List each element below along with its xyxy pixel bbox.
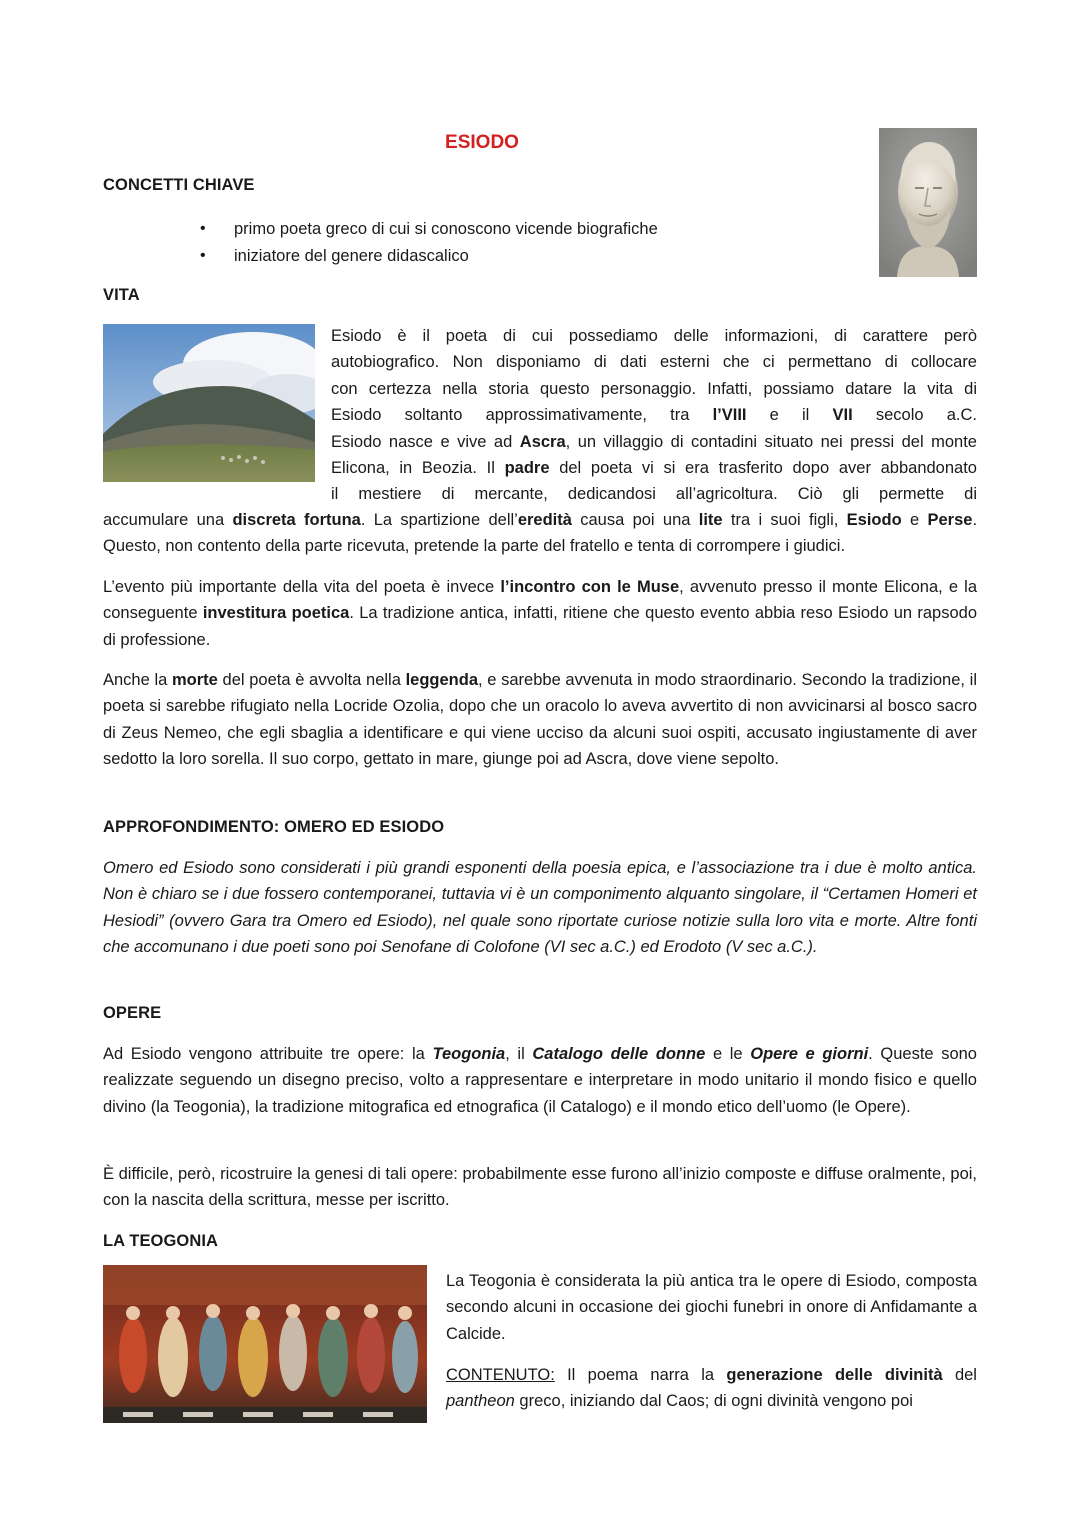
teogonia-paragraph-2: CONTENUTO: Il poema narra la generazione delle divinità del pantheon greco, iniziando dal Caos; di ogni divinità vengono poi	[446, 1366, 977, 1411]
vita-paragraph-1-continued: accumulare una discreta fortuna. La spartizione dell’eredità causa poi una lite tra i suoi figli, Esiodo e Perse. Questo, non contento della parte ricevuta, pretende la parte del fratello e tenta di corrompere i giudici.	[103, 511, 978, 556]
heading-approfondimento: APPROFONDIMENTO: OMERO ED ESIODO	[103, 818, 445, 836]
approfondimento-paragraph: Omero ed Esiodo sono considerati i più grandi esponenti della poesia epica, e l’associazione tra i due è molto antica. Non è chiaro se i due fossero contemporanei, tuttavia vi è un componimento alquanto singolare, il “Certamen Homeri et Hesiodi” (ovvero Gara tra Omero ed Esiodo), nel quale sono riportate curiose notizie sulla loro vita e morte. Altre fonti che accomunano i due poeti sono poi Senofane di Colofone (VI sec a.C.) ed Erodoto (V sec a.C.).	[103, 859, 977, 957]
heading-vita: VITA	[103, 286, 140, 304]
heading-opere: OPERE	[103, 1004, 162, 1022]
vita-paragraph-1: Esiodo è il poeta di cui possediamo delle informazioni, di carattere però autobiografico. Non disponiamo di dati esterni che ci permettano di collocare con certezza nella storia questo personaggio. Infatti, possiamo datare la vita di Esiodo soltanto approssimativamente, tra l’VIII e il VII secolo a.C. Esiodo nasce e vive ad Ascra, un villaggio di contadini situato nei pressi del monte Elicona, in Beozia. Il padre del poeta vi si era trasferito dopo aver abbandonato il mestiere di mercante, dedicandosi all’agricoltura. Ciò gli permette di	[331, 327, 977, 504]
heading-concetti-chiave: CONCETTI CHIAVE	[103, 176, 255, 194]
heading-teogonia: LA TEOGONIA	[103, 1232, 219, 1250]
contenuto-label: CONTENUTO:	[446, 1366, 555, 1384]
list-item: • iniziatore del genere didascalico	[200, 243, 658, 270]
vita-paragraph-2: L’evento più importante della vita del poeta è invece l’incontro con le Muse, avvenuto presso il monte Elicona, e la conseguente investitura poetica. La tradizione antica, infatti, ritiene che questo evento abbia reso Esiodo un rapsodo di professione.	[103, 578, 978, 649]
muses-painting-image	[103, 1265, 427, 1423]
opere-paragraph-1: Ad Esiodo vengono attribuite tre opere: la Teogonia, il Catalogo delle donne e le Opere e giorni. Queste sono realizzate seguendo un disegno preciso, volto a rappresentare e interpretare in modo unitario il mondo fisico e quello divino (la Teogonia), la tradizione mitografica ed etnografica (il Catalogo) e il mondo etico dell’uomo (le Opere).	[103, 1045, 977, 1116]
list-item: • primo poeta greco di cui si conoscono vicende biografiche	[200, 216, 658, 243]
key-concepts-list	[200, 216, 658, 269]
page-title: ESIODO	[445, 132, 519, 153]
hesiod-bust-image	[879, 128, 977, 277]
opere-paragraph-2: È difficile, però, ricostruire la genesi di tali opere: probabilmente esse furono all’inizio composte e diffuse oralmente, poi, con la nascita della scrittura, messe per iscritto.	[103, 1165, 977, 1210]
teogonia-paragraph-1: La Teogonia è considerata la più antica tra le opere di Esiodo, composta secondo alcuni in occasione dei giochi funebri in onore di Anfidamante a Calcide.	[446, 1272, 977, 1343]
vita-paragraph-3: Anche la morte del poeta è avvolta nella leggenda, e sarebbe avvenuta in modo straordinario. Secondo la tradizione, il poeta si sarebbe rifugiato nella Locride Ozolia, dopo che un oracolo lo aveva avvertito di non avvicinarsi al bosco sacro di Zeus Nemeo, che egli sbaglia a identificare e qui viene ucciso da alcuni suoi ospiti, accusato ingiustamente di aver sedotto la loro sorella. Il suo corpo, gettato in mare, giunge poi ad Ascra, dove viene sepolto.	[103, 671, 977, 769]
mount-helicon-image	[103, 324, 315, 482]
